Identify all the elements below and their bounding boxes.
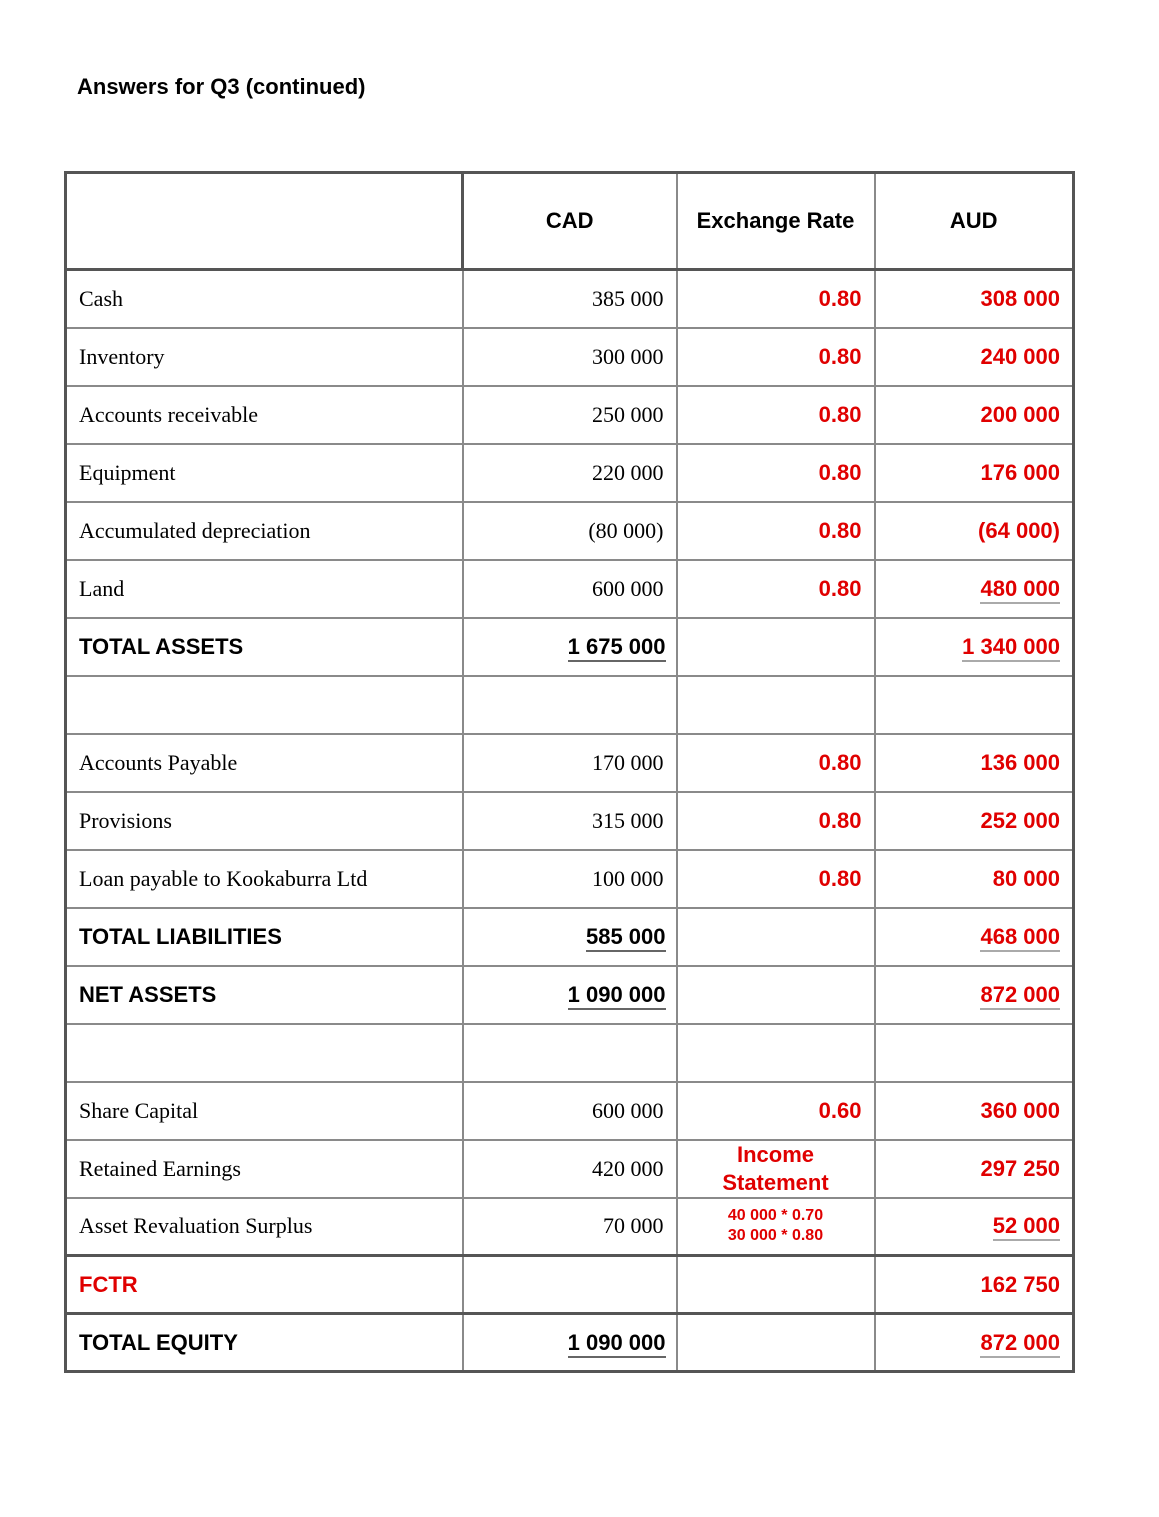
table-row-accounts-payable (66, 734, 1074, 792)
aud-total-text: 872 000 (980, 1330, 1060, 1358)
row-label: Asset Revaluation Surplus (66, 1198, 463, 1256)
table-row-net-assets (66, 966, 1074, 1024)
row-label: FCTR (66, 1256, 463, 1314)
aud-value (875, 618, 1074, 676)
table-row-equipment (66, 444, 1074, 502)
cad-value: 70 000 (463, 1198, 677, 1256)
exchange-rate-note (677, 1198, 875, 1256)
exchange-rate-note (677, 1140, 875, 1198)
translation-table (64, 171, 1075, 1373)
cad-value: 250 000 (463, 386, 677, 444)
table-row-total-equity (66, 1314, 1074, 1372)
exchange-rate-value: 0.80 (677, 792, 875, 850)
row-label: Cash (66, 270, 463, 328)
aud-value: 360 000 (875, 1082, 1074, 1140)
row-label: Loan payable to Kookaburra Ltd (66, 850, 463, 908)
aud-value: 297 250 (875, 1140, 1074, 1198)
row-label: Provisions (66, 792, 463, 850)
exchange-rate-value: 0.60 (677, 1082, 875, 1140)
cad-total-text: 1 675 000 (568, 634, 666, 662)
aud-total-text: 1 340 000 (962, 634, 1060, 662)
table-row-total-liabilities (66, 908, 1074, 966)
cad-value: 420 000 (463, 1140, 677, 1198)
aud-value: 162 750 (875, 1256, 1074, 1314)
aud-value-text: 52 000 (993, 1213, 1060, 1241)
row-label: Share Capital (66, 1082, 463, 1140)
empty-cell (875, 676, 1074, 734)
empty-cell (463, 676, 677, 734)
table-row-cash (66, 270, 1074, 328)
exchange-rate-value: 0.80 (677, 328, 875, 386)
exchange-rate-value: 0.80 (677, 850, 875, 908)
row-label: NET ASSETS (66, 966, 463, 1024)
row-label: TOTAL LIABILITIES (66, 908, 463, 966)
aud-value (875, 966, 1074, 1024)
aud-value-text: 480 000 (980, 576, 1060, 604)
table-row-loan-payable (66, 850, 1074, 908)
cad-value: 100 000 (463, 850, 677, 908)
table-row-total-assets (66, 618, 1074, 676)
exchange-rate-value (677, 1256, 875, 1314)
table-row-asset-revaluation-surplus (66, 1198, 1074, 1256)
header-exchange-rate: Exchange Rate (677, 173, 875, 270)
row-label: TOTAL ASSETS (66, 618, 463, 676)
exchange-rate-value: 0.80 (677, 734, 875, 792)
exchange-rate-value: 0.80 (677, 502, 875, 560)
exchange-rate-value: 0.80 (677, 560, 875, 618)
empty-cell (677, 1024, 875, 1082)
cad-value: 600 000 (463, 560, 677, 618)
aud-total-text: 468 000 (980, 924, 1060, 952)
empty-cell (66, 676, 463, 734)
table-row-inventory (66, 328, 1074, 386)
exchange-rate-value: 0.80 (677, 444, 875, 502)
aud-value: (64 000) (875, 502, 1074, 560)
exchange-rate-value (677, 618, 875, 676)
table-row-retained-earnings (66, 1140, 1074, 1198)
header-row (66, 173, 1074, 270)
aud-value (875, 1314, 1074, 1372)
row-label: Land (66, 560, 463, 618)
cad-value: 385 000 (463, 270, 677, 328)
cad-value (463, 966, 677, 1024)
header-cad: CAD (463, 173, 677, 270)
empty-cell (875, 1024, 1074, 1082)
note-line-1: 40 000 * 0.70 (727, 1207, 824, 1225)
cad-total-text: 1 090 000 (568, 1330, 666, 1358)
header-aud: AUD (875, 173, 1074, 270)
aud-value: 176 000 (875, 444, 1074, 502)
cad-value: 300 000 (463, 328, 677, 386)
aud-value: 240 000 (875, 328, 1074, 386)
aud-value: 80 000 (875, 850, 1074, 908)
exchange-rate-value (677, 908, 875, 966)
row-label: Retained Earnings (66, 1140, 463, 1198)
cad-value: 170 000 (463, 734, 677, 792)
cad-value: 315 000 (463, 792, 677, 850)
cad-value: 220 000 (463, 444, 677, 502)
exchange-rate-value (677, 966, 875, 1024)
row-label: Equipment (66, 444, 463, 502)
page-title: Answers for Q3 (continued) (77, 74, 366, 99)
cad-value (463, 1314, 677, 1372)
table-row-spacer (66, 1024, 1074, 1082)
aud-value (875, 560, 1074, 618)
cad-value: (80 000) (463, 502, 677, 560)
cad-value (463, 618, 677, 676)
table-row-share-capital (66, 1082, 1074, 1140)
row-label: Accounts Payable (66, 734, 463, 792)
aud-value: 252 000 (875, 792, 1074, 850)
row-label: Inventory (66, 328, 463, 386)
table-row-accounts-receivable (66, 386, 1074, 444)
note-line-2: Statement (722, 1169, 829, 1195)
empty-cell (66, 1024, 463, 1082)
table-row-land (66, 560, 1074, 618)
exchange-rate-value (677, 1314, 875, 1372)
cad-total-text: 585 000 (586, 924, 666, 952)
aud-value: 200 000 (875, 386, 1074, 444)
exchange-rate-value: 0.80 (677, 386, 875, 444)
header-blank-cell (66, 173, 463, 270)
note-line-1: Income (736, 1141, 815, 1167)
table-row-spacer (66, 676, 1074, 734)
aud-value (875, 908, 1074, 966)
cad-value (463, 1256, 677, 1314)
table-row-fctr (66, 1256, 1074, 1314)
cad-value (463, 908, 677, 966)
aud-total-text: 872 000 (980, 982, 1060, 1010)
table-row-provisions (66, 792, 1074, 850)
row-label: Accumulated depreciation (66, 502, 463, 560)
row-label: TOTAL EQUITY (66, 1314, 463, 1372)
empty-cell (463, 1024, 677, 1082)
aud-value: 308 000 (875, 270, 1074, 328)
cad-total-text: 1 090 000 (568, 982, 666, 1010)
cad-value: 600 000 (463, 1082, 677, 1140)
exchange-rate-value: 0.80 (677, 270, 875, 328)
aud-value (875, 1198, 1074, 1256)
note-line-2: 30 000 * 0.80 (727, 1227, 824, 1245)
empty-cell (677, 676, 875, 734)
aud-value: 136 000 (875, 734, 1074, 792)
row-label: Accounts receivable (66, 386, 463, 444)
table-row-accumulated-depreciation (66, 502, 1074, 560)
